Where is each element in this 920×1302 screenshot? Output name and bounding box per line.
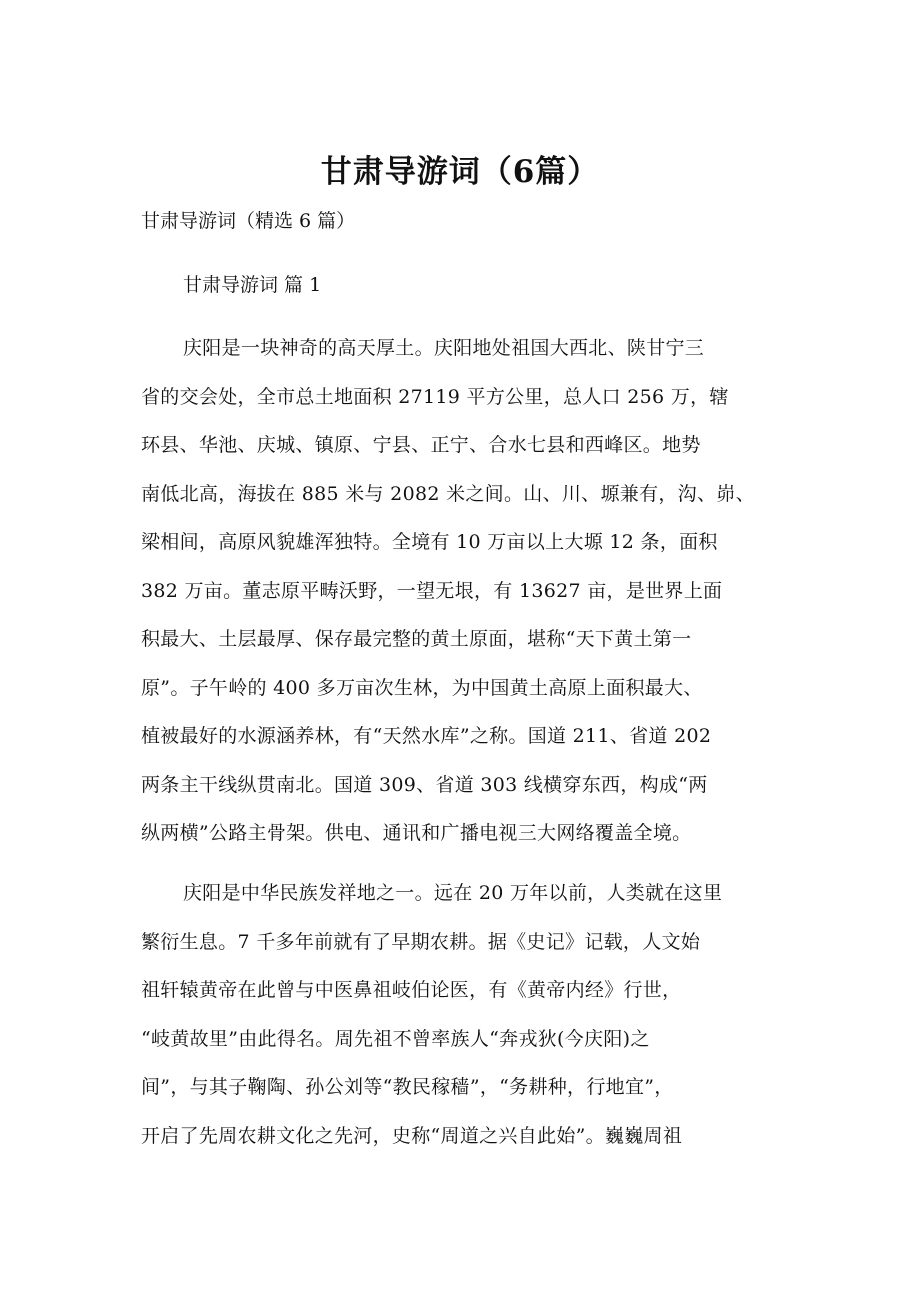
paragraph-line: 纵两横”公路主骨架。供电、通讯和广播电视三大网络覆盖全境。 [141, 822, 692, 844]
paragraph-line: 开启了先周农耕文化之先河，史称“周道之兴自此始”。巍巍周祖 [141, 1124, 683, 1147]
document-subtitle: 甘肃导游词（精选 6 篇） [141, 210, 356, 232]
section-heading: 甘肃导游词 篇 1 [183, 274, 322, 296]
paragraph-line: 环县、华池、庆城、镇原、宁县、正宁、合水七县和西峰区。地势 [141, 434, 701, 456]
paragraph-line: 原”。子午岭的 400 多万亩次生林，为中国黄土高原上面积最大、 [141, 676, 703, 699]
paragraph-line: 两条主干线纵贯南北。国道 309、省道 303 线横穿东西，构成“两 [141, 773, 708, 796]
paragraph-line: 植被最好的水源涵养林，有“天然水库”之称。国道 211、省道 202 [141, 725, 712, 747]
paragraph-2 [141, 869, 801, 1160]
paragraph-line: 祖轩辕黄帝在此曾与中医鼻祖岐伯论医，有《黄帝内经》行世， [141, 979, 682, 1001]
paragraph-1 [141, 324, 801, 858]
paragraph-line: 间”，与其子鞠陶、孙公刘等“教民稼穑”，“务耕种，行地宜”， [141, 1076, 674, 1098]
paragraph-line: “岐黄故里”由此得名。周先祖不曾率族人“奔戎狄(今庆阳)之 [141, 1027, 650, 1050]
paragraph-line: 梁相间，高原风貌雄浑独特。全境有 10 万亩以上大塬 12 条，面积 [141, 531, 718, 553]
paragraph-line: 庆阳是中华民族发祥地之一。远在 20 万年以前，人类就在这里 [183, 882, 723, 904]
document-title: 甘肃导游词（6篇） [320, 154, 600, 190]
paragraph-line: 庆阳是一块神奇的高天厚土。庆阳地处祖国大西北、陕甘宁三 [183, 337, 705, 359]
paragraph-line: 省的交会处，全市总土地面积 27119 平方公里，总人口 256 万，辖 [141, 385, 729, 408]
paragraph-line: 繁衍生息。7 千多年前就有了早期农耕。据《史记》记载，人文始 [141, 930, 701, 953]
paragraph-line: 积最大、土层最厚、保存最完整的黄土原面，堪称“天下黄土第一 [141, 628, 692, 650]
paragraph-line: 南低北高，海拔在 885 米与 2082 米之间。山、川、塬兼有，沟、峁、 [141, 482, 755, 505]
paragraph-line: 382 万亩。董志原平畴沃野，一望无垠，有 13627 亩，是世界上面 [141, 579, 723, 602]
